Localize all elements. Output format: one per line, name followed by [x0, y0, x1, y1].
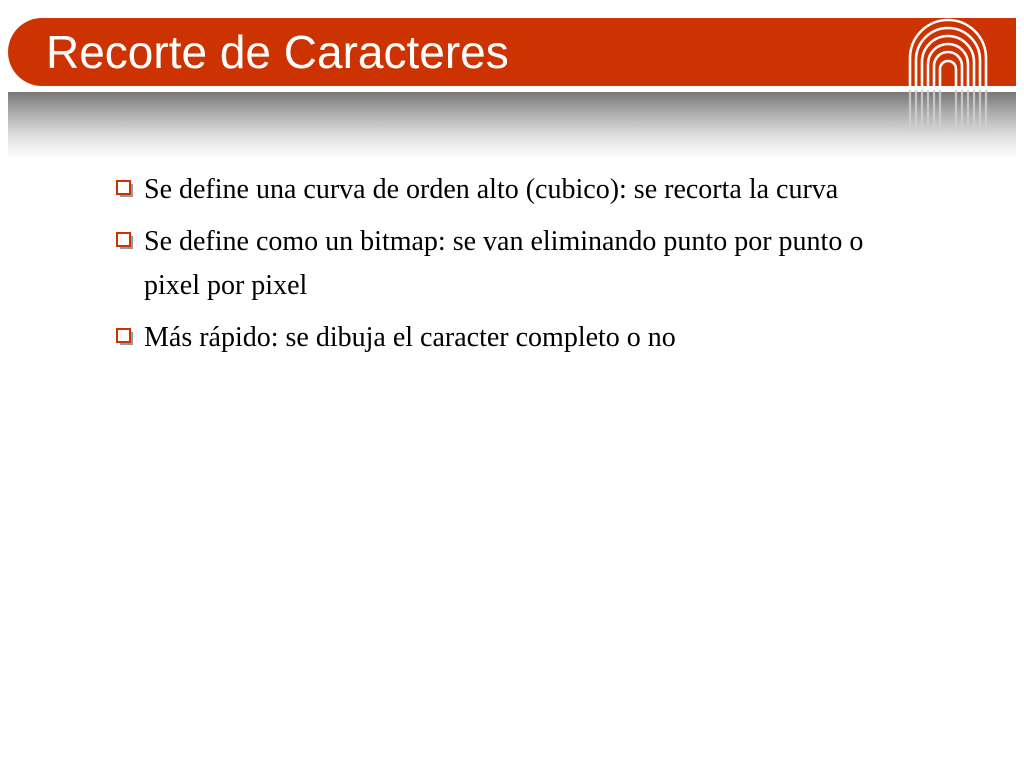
slide-title: Recorte de Caracteres — [46, 26, 509, 78]
checkbox-square-bullet-icon — [116, 232, 134, 250]
bullet-item — [114, 316, 914, 360]
checkbox-square-bullet-icon — [116, 328, 134, 346]
bullet-item — [114, 168, 914, 212]
bullet-text: Más rápido: se dibuja el caracter completo o no — [144, 322, 676, 353]
checkbox-square-bullet-icon — [116, 180, 134, 198]
bullet-text: Se define como un bitmap: se van eliminando punto por punto o pixel por pixel — [144, 226, 864, 301]
bullet-list — [114, 168, 914, 368]
bullet-item — [114, 220, 914, 308]
bullet-text: Se define una curva de orden alto (cubico): se recorta la curva — [144, 174, 839, 205]
university-arches-logo-icon — [906, 14, 990, 134]
title-shadow-band — [8, 92, 1016, 158]
